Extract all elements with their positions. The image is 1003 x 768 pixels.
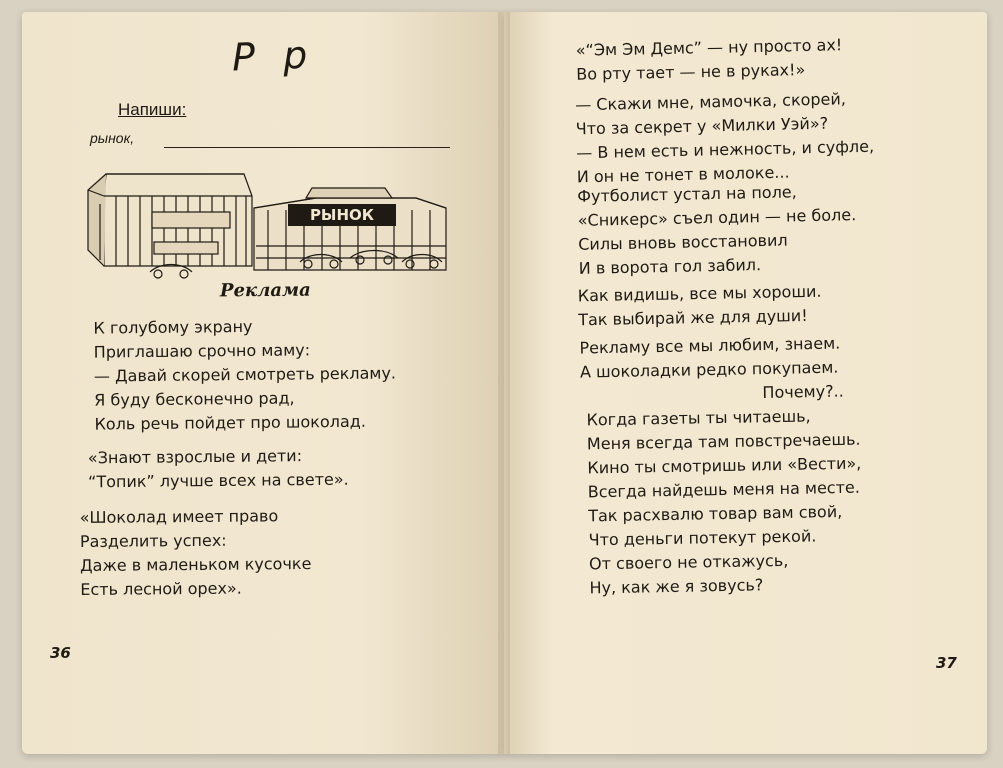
verse-line: Приглашаю срочно маму:	[93, 340, 311, 362]
verse-line: Что за секрет у «Милки Уэй»?	[575, 113, 829, 139]
verse-line: Меня всегда там повстречаешь.	[586, 429, 861, 454]
section-title: Реклама	[219, 279, 311, 302]
writing-exercise	[90, 130, 450, 154]
verse-line: Почему?..	[762, 381, 844, 403]
right-verse-3	[577, 179, 857, 281]
right-verse-2	[575, 87, 875, 190]
write-prompt: Напиши:	[118, 100, 187, 119]
left-page	[22, 12, 504, 754]
verse-line: Есть лесной орех».	[80, 578, 242, 600]
verse-line: «Знают взрослые и дети:	[87, 446, 303, 468]
verse-line: “Топик” лучше всех на свете».	[88, 469, 349, 492]
verse-line: — Скажи мне, мамочка, скорей,	[574, 89, 847, 115]
verse-line: Рекламу все мы любим, знаем.	[579, 333, 841, 358]
right-page	[504, 12, 987, 754]
left-page-number: 36	[50, 644, 71, 662]
verse-line: Коль речь пойдет про шоколад.	[94, 411, 366, 434]
verse-line: — В нем есть и нежность, и суфле,	[576, 136, 875, 163]
verse-line: Когда газеты ты читаешь,	[586, 406, 811, 430]
verse-line: И он не тонет в молоке...	[576, 162, 790, 187]
verse-line: «Сникерс» съел один — не боле.	[577, 205, 857, 230]
right-verse-6	[586, 404, 863, 601]
verse-line: «Шоколад имеет право	[79, 506, 279, 528]
verse-line: Так расхвалю товар вам свой,	[588, 501, 843, 526]
verse-line: Как видишь, все мы хороши.	[577, 281, 822, 306]
right-verse-1	[576, 33, 843, 87]
open-book	[22, 12, 987, 754]
market-sign-text: РЫНОК	[309, 206, 375, 224]
verse-line: Я буду бесконечно рад,	[94, 388, 295, 410]
left-verse-3	[80, 504, 312, 602]
verse-line: Кино ты смотришь или «Вести»,	[587, 453, 862, 478]
verse-line: «“Эм Эм Демс” — ну просто ах!	[575, 35, 843, 60]
writing-line	[164, 147, 450, 148]
verse-line: К голубому экрану	[93, 316, 253, 338]
verse-line: И в ворота гол забил.	[578, 255, 762, 278]
left-verse-1	[93, 313, 396, 436]
right-verse-5	[579, 331, 844, 408]
verse-line: А шоколадки редко покупаем.	[579, 357, 839, 382]
verse-line: Так выбирай же для души!	[578, 305, 808, 330]
verse-line: Футболист устал на поле,	[577, 182, 797, 206]
verse-line: Даже в маленьком кусочке	[80, 553, 312, 576]
verse-line: Что деньги потекут рекой.	[588, 526, 817, 550]
verse-line: От своего не откажусь,	[588, 550, 789, 574]
left-verse-2	[88, 444, 349, 495]
verse-line: Ну, как же я зовусь?	[589, 575, 764, 598]
verse-line: Всегда найдешь меня на месте.	[587, 477, 861, 502]
right-verse-4	[578, 280, 823, 333]
right-page-number: 37	[936, 654, 957, 672]
verse-line: Во рту тает — не в руках!»	[576, 59, 806, 84]
example-word: рынок,	[90, 130, 135, 146]
market-illustration	[80, 154, 452, 290]
verse-line: — Давай скорей смотреть рекламу.	[93, 363, 397, 386]
verse-line: Силы вновь восстановил	[578, 230, 788, 254]
verse-line: Разделить успех:	[79, 530, 227, 552]
letter-heading: Р р	[231, 32, 316, 80]
